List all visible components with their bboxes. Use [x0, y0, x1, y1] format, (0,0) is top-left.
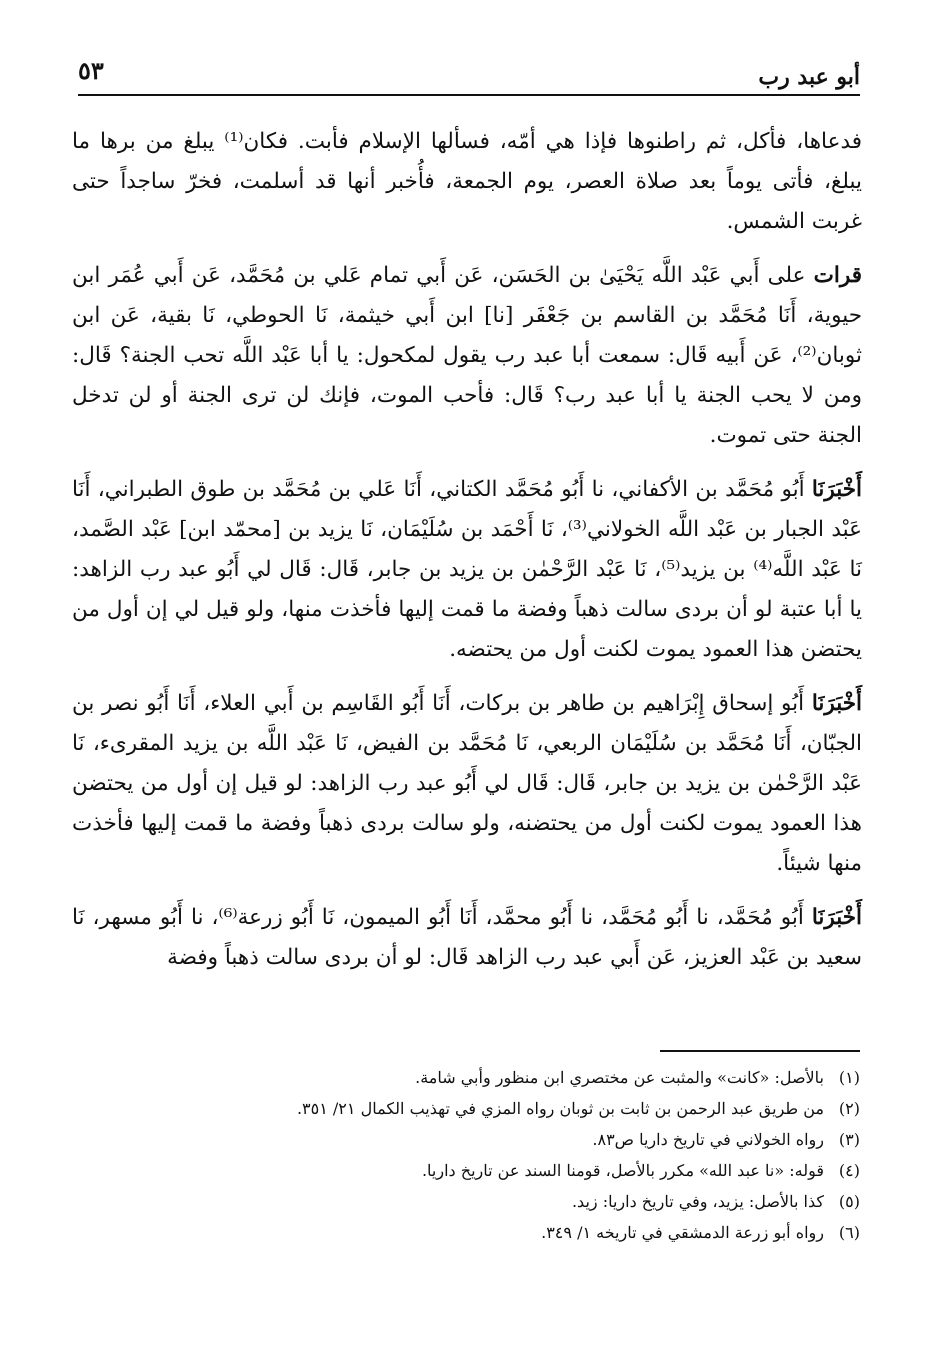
footnote-number: (١)	[838, 1068, 860, 1087]
paragraph	[72, 470, 862, 670]
footnote-item	[70, 1062, 860, 1093]
footnote-text: قوله: «نا عبد الله» مكرر بالأصل، قومنا السند عن تاريخ داريا.	[421, 1161, 824, 1180]
paragraph-lead-word: قرات	[813, 263, 862, 288]
paragraph	[72, 684, 862, 884]
running-header	[78, 50, 860, 96]
paragraph	[72, 898, 862, 978]
paragraph-text: فدعاها، فأكل، ثم راطنوها فإذا هي أمّه، فسألها الإسلام فأبت. فكان⁽¹⁾ يبلغ من برها ما يبلغ، فأتى يوماً بعد صلاة العصر، يوم الجمعة، فأُخبر أنها قد أسلمت، فخرّ ساجداً حتى غربت الشمس.	[72, 129, 863, 234]
footnote-item	[70, 1186, 860, 1217]
paragraph	[72, 122, 862, 242]
footnote-number: (٦)	[838, 1223, 860, 1242]
paragraph-lead-word: أَخْبَرَنَا	[811, 691, 862, 716]
paragraph-text: أَبُو مُحَمَّد، نا أَبُو مُحَمَّد، نا أَبُو محمَّد، أَنَا أَبُو الميمون، نَا أَبُو زرعة⁽⁶⁾، نا أَبُو مسهر، نَا سعيد بن عَبْد العزيز، عَن أَبي عبد رب الزاهد قَال: لو أن بردى سالت ذهباً وفضة	[72, 905, 862, 970]
header-title: أبو عبد رب	[758, 64, 860, 90]
paragraph-lead-word: أَخْبَرَنَا	[811, 477, 862, 502]
footnote-number: (٥)	[838, 1192, 860, 1211]
page-number: ٥٣	[78, 56, 104, 85]
paragraph-text: أَبُو مُحَمَّد بن الأكفاني، نا أَبُو مُحَمَّد الكتاني، أَنَا عَلي بن مُحَمَّد بن طوق الطبراني، أَنَا عَبْد الجبار بن عَبْد اللَّه الخولاني⁽³⁾، نَا أَحْمَد بن سُلَيْمَان، نَا يزيد بن [محمّد ابن] عَبْد الصَّمد، نَا عَبْد اللَّه⁽⁴⁾ بن يزيد⁽⁵⁾، نَا عَبْد الرَّحْمٰن بن يزيد بن جابر، قَال: قَال لي أَبُو عبد رب الزاهد: يا أبا عتبة لو أن بردى سالت ذهباً وفضة ما قمت إليها فأخذت منها، ولو قيل لي إن أول من يحتضن هذا العمود يموت لكنت أول من يحتضه.	[72, 477, 862, 662]
footnote-item	[70, 1124, 860, 1155]
paragraph-text: على أَبي عَبْد اللَّه يَحْيَىٰ بن الحَسَن، عَن أَبي تمام عَلي بن مُحَمَّد، عَن أَبي عُمَر ابن حيوية، أَنَا مُحَمَّد بن القاسم بن جَعْفَر [نا] ابن أَبي خيثمة، نَا الحوطي، نَا بقية، عَن ابن ثوبان⁽²⁾، عَن أَبيه قَال: سمعت أبا عبد رب يقول لمكحول: يا أبا عَبْد اللَّه تحب الجنة؟ قَال: ومن لا يحب الجنة يا أبا عبد رب؟ قَال: فأحب الموت، فإنك لن ترى الجنة أو لن تدخل الجنة حتى تموت.	[72, 263, 862, 448]
footnote-number: (٣)	[838, 1130, 860, 1149]
footnotes	[70, 1062, 860, 1248]
footnote-text: كذا بالأصل: يزيد، وفي تاريخ داريا: زيد.	[571, 1192, 824, 1211]
footnote-text: بالأصل: «كانت» والمثبت عن مختصري ابن منظور وأبي شامة.	[415, 1068, 824, 1087]
footnote-item	[70, 1217, 860, 1248]
footnote-number: (٤)	[838, 1161, 860, 1180]
footnote-text: رواه الخولاني في تاريخ داريا ص٨٣.	[592, 1130, 824, 1149]
paragraph-lead-word: أَخْبَرَنَا	[811, 905, 862, 930]
footnote-divider	[660, 1050, 860, 1052]
footnote-text: من طريق عبد الرحمن بن ثابت بن ثوبان رواه المزي في تهذيب الكمال ٢١/ ٣٥١.	[296, 1099, 824, 1118]
paragraph	[72, 256, 862, 456]
footnote-number: (٢)	[838, 1099, 860, 1118]
main-text	[72, 122, 862, 992]
footnote-item	[70, 1093, 860, 1124]
footnote-item	[70, 1155, 860, 1186]
footnote-text: رواه أبو زرعة الدمشقي في تاريخه ١/ ٣٤٩.	[541, 1223, 824, 1242]
paragraph-text: أَبُو إسحاق إِبْرَاهيم بن طاهر بن بركات، أَنَا أَبُو القَاسِم بن أَبي العلاء، أَنَا أَبُو نصر بن الجبّان، أَنَا مُحَمَّد بن سُلَيْمَان الربعي، نَا مُحَمَّد بن الفيض، نَا عَبْد اللَّه بن يزيد المقرىء، نَا عَبْد الرَّحْمٰن بن يزيد بن جابر، قَال: قَال لي أَبُو عبد رب الزاهد: لو قيل إن أول من يحتضن هذا العمود يموت لكنت أول من يحتضنه، ولو سالت بردى ذهباً وفضة ما قمت إليها فأخذت منها شيئاً.	[72, 691, 862, 876]
